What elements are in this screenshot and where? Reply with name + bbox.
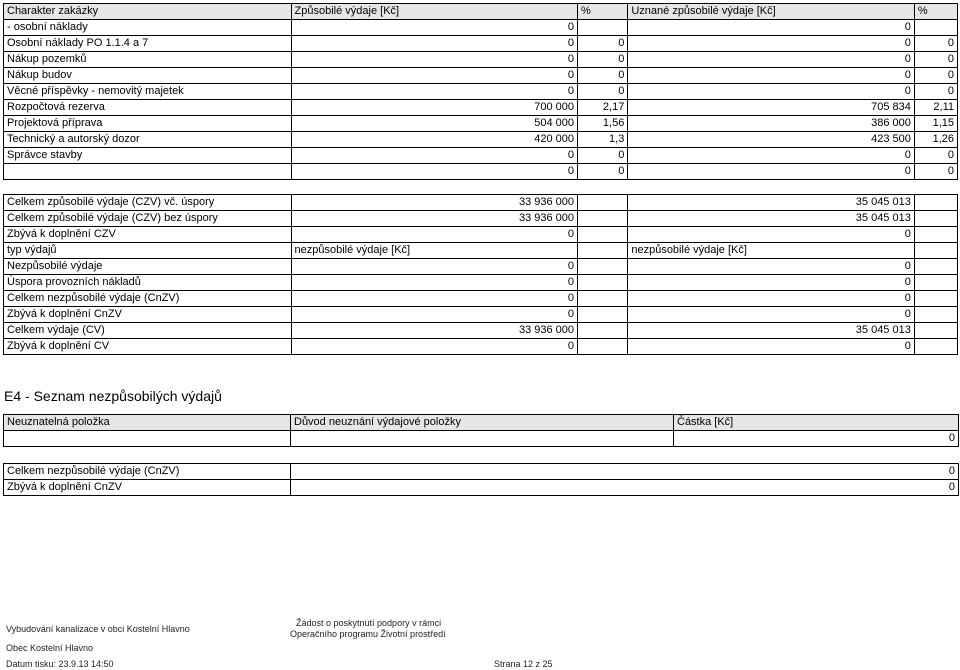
value-cell: 0 bbox=[628, 84, 915, 100]
table-row bbox=[4, 211, 958, 227]
value-cell: 0 bbox=[674, 480, 959, 496]
value-cell bbox=[4, 431, 291, 447]
value-cell: 0 bbox=[578, 52, 628, 68]
value-cell: 0 bbox=[578, 164, 628, 180]
value-cell: 0 bbox=[578, 84, 628, 100]
e4-table bbox=[3, 414, 959, 447]
row-label: - osobní náklady bbox=[4, 20, 292, 36]
table-row bbox=[4, 339, 958, 355]
value-cell: 0 bbox=[628, 307, 915, 323]
header-cell: typ výdajů bbox=[4, 243, 292, 259]
row-label: Celkem nezpůsobilé výdaje (CnZV) bbox=[4, 291, 292, 307]
value-cell: 0 bbox=[291, 275, 578, 291]
header-cell: Důvod neuznání výdajové položky bbox=[291, 415, 674, 431]
table-row bbox=[4, 195, 958, 211]
footer-print-date: Datum tisku: 23.9.13 14:50 bbox=[6, 659, 114, 669]
footer-page-number: Strana 12 z 25 bbox=[494, 659, 553, 669]
table-row bbox=[4, 36, 958, 52]
row-label: Nákup budov bbox=[4, 68, 292, 84]
value-cell: 0 bbox=[628, 20, 915, 36]
row-label: Nezpůsobilé výdaje bbox=[4, 259, 292, 275]
value-cell: 420 000 bbox=[291, 132, 578, 148]
row-label: Osobní náklady PO 1.1.4 a 7 bbox=[4, 36, 292, 52]
header-cell: nezpůsobilé výdaje [Kč] bbox=[291, 243, 578, 259]
value-cell: 0 bbox=[914, 36, 957, 52]
value-cell: 1,56 bbox=[578, 116, 628, 132]
value-cell: 0 bbox=[578, 36, 628, 52]
value-cell: 0 bbox=[291, 68, 578, 84]
value-cell: 0 bbox=[291, 164, 578, 180]
row-label: Úspora provozních nákladů bbox=[4, 275, 292, 291]
row-label: Celkem nezpůsobilé výdaje (CnZV) bbox=[4, 464, 291, 480]
header-cell: Uznané způsobilé výdaje [Kč] bbox=[628, 4, 915, 20]
value-cell: 33 936 000 bbox=[291, 195, 578, 211]
header-cell: Částka [Kč] bbox=[674, 415, 959, 431]
header-cell: nezpůsobilé výdaje [Kč] bbox=[628, 243, 915, 259]
value-cell: 0 bbox=[628, 164, 915, 180]
row-label: Zbývá k doplnění CnZV bbox=[4, 307, 292, 323]
value-cell: 705 834 bbox=[628, 100, 915, 116]
expense-table bbox=[3, 3, 958, 180]
header-cell: Způsobilé výdaje [Kč] bbox=[291, 4, 578, 20]
value-cell: 0 bbox=[628, 291, 915, 307]
value-cell: 2,17 bbox=[578, 100, 628, 116]
row-label: Celkem výdaje (CV) bbox=[4, 323, 292, 339]
value-cell bbox=[291, 431, 674, 447]
row-label: Správce stavby bbox=[4, 148, 292, 164]
value-cell: 0 bbox=[578, 148, 628, 164]
value-cell: 1,15 bbox=[914, 116, 957, 132]
value-cell: 0 bbox=[914, 148, 957, 164]
value-cell: 33 936 000 bbox=[291, 211, 578, 227]
header-cell: % bbox=[914, 4, 957, 20]
row-label: Zbývá k doplnění CZV bbox=[4, 227, 292, 243]
row-label: Projektová příprava bbox=[4, 116, 292, 132]
value-cell: 0 bbox=[628, 36, 915, 52]
value-cell: 0 bbox=[291, 307, 578, 323]
footer-request-line2: Operačního programu Životní prostředí bbox=[290, 629, 446, 639]
value-cell: 0 bbox=[628, 259, 915, 275]
value-cell: 0 bbox=[628, 339, 915, 355]
table-row bbox=[4, 68, 958, 84]
value-cell: 0 bbox=[291, 84, 578, 100]
row-label: Zbývá k doplnění CnZV bbox=[4, 480, 291, 496]
value-cell: 35 045 013 bbox=[628, 195, 915, 211]
row-label: Nákup pozemků bbox=[4, 52, 292, 68]
row-label bbox=[4, 164, 292, 180]
value-cell: 1,26 bbox=[914, 132, 957, 148]
value-cell: 504 000 bbox=[291, 116, 578, 132]
value-cell: 0 bbox=[291, 52, 578, 68]
row-label: Rozpočtová rezerva bbox=[4, 100, 292, 116]
table-row bbox=[4, 464, 959, 480]
value-cell: 0 bbox=[914, 164, 957, 180]
row-label: Věcné příspěvky - nemovitý majetek bbox=[4, 84, 292, 100]
table-header bbox=[4, 4, 958, 20]
czv-table bbox=[3, 194, 958, 355]
value-cell: 0 bbox=[291, 36, 578, 52]
table-row bbox=[4, 116, 958, 132]
table-row bbox=[4, 243, 958, 259]
table-header bbox=[4, 415, 959, 431]
table-row bbox=[4, 307, 958, 323]
table-row bbox=[4, 84, 958, 100]
row-label: Technický a autorský dozor bbox=[4, 132, 292, 148]
value-cell: 0 bbox=[914, 52, 957, 68]
value-cell: 35 045 013 bbox=[628, 211, 915, 227]
value-cell: 0 bbox=[291, 291, 578, 307]
value-cell: 0 bbox=[628, 275, 915, 291]
value-cell: 0 bbox=[291, 259, 578, 275]
table-row bbox=[4, 148, 958, 164]
table-row bbox=[4, 100, 958, 116]
header-cell: Charakter zakázky bbox=[4, 4, 292, 20]
value-cell: 0 bbox=[628, 227, 915, 243]
header-cell: % bbox=[578, 4, 628, 20]
footer-municipality: Obec Kostelní Hlavno bbox=[6, 643, 94, 653]
table-row bbox=[4, 259, 958, 275]
e4-totals-table bbox=[3, 463, 959, 496]
value-cell: 386 000 bbox=[628, 116, 915, 132]
header-cell: Neuznatelná položka bbox=[4, 415, 291, 431]
value-cell: 0 bbox=[291, 227, 578, 243]
value-cell: 700 000 bbox=[291, 100, 578, 116]
value-cell: 0 bbox=[628, 68, 915, 84]
value-cell: 0 bbox=[628, 52, 915, 68]
value-cell: 2,11 bbox=[914, 100, 957, 116]
value-cell: 0 bbox=[628, 148, 915, 164]
row-label: Celkem způsobilé výdaje (CZV) bez úspory bbox=[4, 211, 292, 227]
table-row bbox=[4, 431, 959, 447]
value-cell: 0 bbox=[578, 68, 628, 84]
value-cell: 33 936 000 bbox=[291, 323, 578, 339]
value-cell: 35 045 013 bbox=[628, 323, 915, 339]
table-row bbox=[4, 227, 958, 243]
table-row bbox=[4, 275, 958, 291]
value-cell: 0 bbox=[674, 464, 959, 480]
value-cell bbox=[578, 20, 628, 36]
table-row bbox=[4, 323, 958, 339]
value-cell: 0 bbox=[291, 148, 578, 164]
section-title: E4 - Seznam nezpůsobilých výdajů bbox=[4, 388, 222, 404]
value-cell: 0 bbox=[674, 431, 959, 447]
table-row bbox=[4, 480, 959, 496]
footer-project: Vybudování kanalizace v obci Kostelní Hlavno bbox=[6, 624, 190, 634]
footer-request-line1: Žádost o poskytnutí podpory v rámci bbox=[296, 618, 442, 628]
row-label: Zbývá k doplnění CV bbox=[4, 339, 292, 355]
value-cell: 0 bbox=[291, 339, 578, 355]
value-cell bbox=[914, 20, 957, 36]
table-row bbox=[4, 291, 958, 307]
value-cell: 423 500 bbox=[628, 132, 915, 148]
table-row bbox=[4, 132, 958, 148]
value-cell: 1,3 bbox=[578, 132, 628, 148]
row-label: Celkem způsobilé výdaje (CZV) vč. úspory bbox=[4, 195, 292, 211]
table-row bbox=[4, 164, 958, 180]
value-cell: 0 bbox=[914, 84, 957, 100]
value-cell: 0 bbox=[914, 68, 957, 84]
table-row bbox=[4, 52, 958, 68]
value-cell: 0 bbox=[291, 20, 578, 36]
table-row bbox=[4, 20, 958, 36]
